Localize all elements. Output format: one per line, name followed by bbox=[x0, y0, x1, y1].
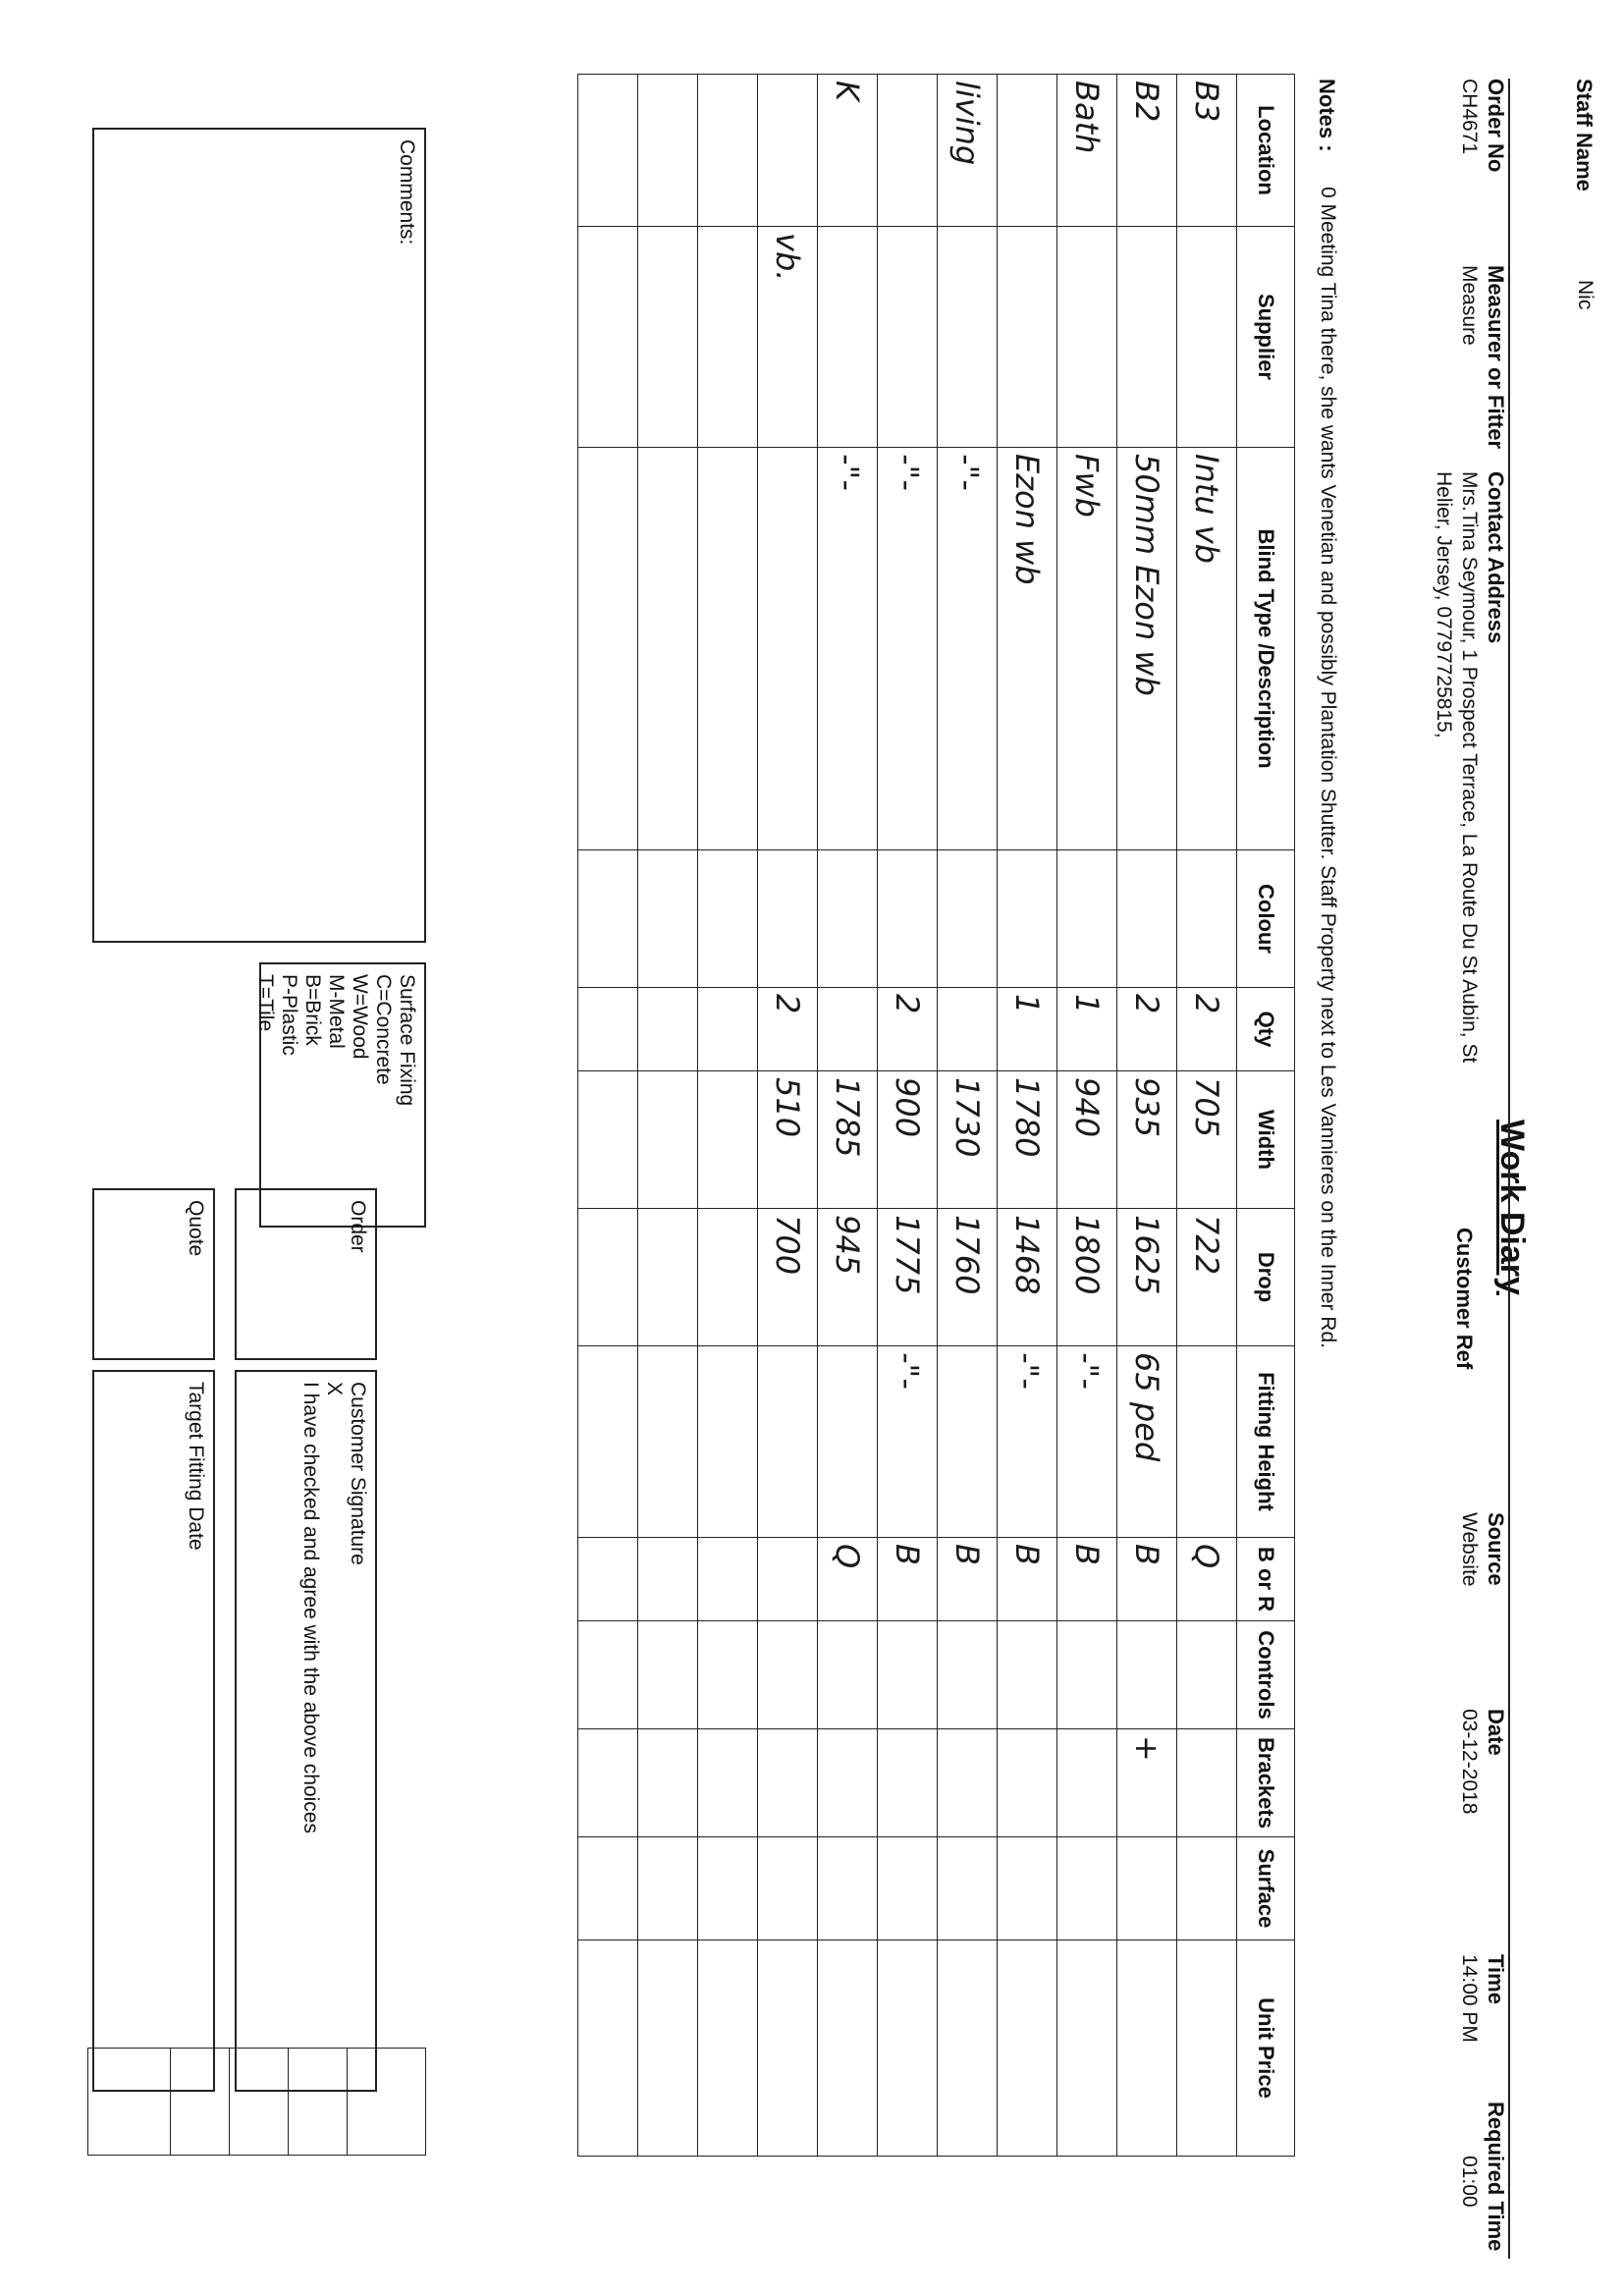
table-cell[interactable]: Intu vb bbox=[1177, 448, 1237, 850]
table-cell[interactable] bbox=[818, 1621, 878, 1729]
notes-text: 0 Meeting Tina there, she wants Venetian and possibly Plantation Shutter. Staff Property next to Les Vannieres on the Inner Rd. bbox=[1317, 187, 1339, 1348]
comments-label: Comments: bbox=[396, 139, 418, 246]
source-label: Source bbox=[1484, 1512, 1508, 1586]
table-cell[interactable]: living bbox=[938, 75, 998, 227]
table-cell[interactable] bbox=[818, 1837, 878, 1941]
surface-b: B=Brick bbox=[301, 974, 324, 1046]
table-cell[interactable] bbox=[578, 1941, 638, 2157]
col-drop: Drop bbox=[1237, 1209, 1295, 1346]
table-cell[interactable] bbox=[698, 1729, 758, 1837]
col-surface: Surface bbox=[1237, 1837, 1295, 1941]
table-cell[interactable]: 1 bbox=[998, 988, 1057, 1071]
staff-name-label: Staff Name bbox=[1572, 79, 1597, 191]
table-cell[interactable] bbox=[938, 227, 998, 448]
col-unit-price: Unit Price bbox=[1237, 1941, 1295, 2157]
required-time-value: 01:00 bbox=[1458, 2156, 1481, 2208]
table-cell[interactable] bbox=[638, 1621, 698, 1729]
table-cell[interactable]: Q bbox=[1177, 1538, 1237, 1621]
table-cell[interactable] bbox=[698, 1071, 758, 1209]
table-cell[interactable] bbox=[698, 850, 758, 988]
measurer-value: Measure bbox=[1458, 265, 1481, 346]
source-value: Website bbox=[1458, 1512, 1481, 1587]
table-row bbox=[878, 75, 938, 2157]
measurer-label: Measurer or Fitter bbox=[1484, 265, 1508, 450]
order-no-label: Order No bbox=[1484, 79, 1508, 173]
table-cell[interactable]: vb. bbox=[758, 227, 818, 448]
table-cell[interactable] bbox=[1177, 1621, 1237, 1729]
signature-label: Customer Signature bbox=[347, 1382, 369, 1565]
table-cell[interactable] bbox=[698, 227, 758, 448]
table-cell[interactable] bbox=[878, 1621, 938, 1729]
time-label: Time bbox=[1484, 1954, 1508, 2004]
quote-label: Quote bbox=[185, 1200, 207, 1257]
table-cell[interactable]: B bbox=[878, 1538, 938, 1621]
table-cell[interactable] bbox=[758, 1621, 818, 1729]
table-cell[interactable] bbox=[578, 1209, 638, 1346]
table-cell[interactable] bbox=[758, 1538, 818, 1621]
contact-line-1: Mrs.Tina Seymour, 1 Prospect Terrace, La Route Du St Aubin, St bbox=[1458, 471, 1481, 1064]
table-cell[interactable] bbox=[878, 1729, 938, 1837]
table-cell[interactable] bbox=[878, 1941, 938, 2157]
table-cell[interactable] bbox=[638, 1729, 698, 1837]
table-cell[interactable]: 2 bbox=[1177, 988, 1237, 1071]
table-cell[interactable] bbox=[698, 1621, 758, 1729]
table-cell[interactable] bbox=[758, 1729, 818, 1837]
table-cell[interactable] bbox=[638, 1209, 698, 1346]
col-brackets: Brackets bbox=[1237, 1729, 1295, 1837]
table-cell[interactable] bbox=[998, 1837, 1057, 1941]
surface-fixing-list bbox=[247, 964, 395, 1226]
table-cell[interactable] bbox=[818, 1941, 878, 2157]
table-cell[interactable] bbox=[818, 227, 878, 448]
table-cell[interactable] bbox=[998, 1621, 1057, 1729]
table-cell[interactable]: Bath bbox=[1057, 75, 1117, 227]
table-cell[interactable] bbox=[1057, 1837, 1117, 1941]
col-qty: Qty bbox=[1237, 988, 1295, 1071]
target-fitting-box[interactable] bbox=[92, 1370, 215, 2092]
table-header-row bbox=[1237, 75, 1295, 2157]
table-cell[interactable] bbox=[638, 1837, 698, 1941]
table-cell[interactable] bbox=[1177, 1346, 1237, 1538]
table-cell[interactable]: 2 bbox=[878, 988, 938, 1071]
time-value: 14:00 PM bbox=[1458, 1954, 1481, 2043]
table-cell[interactable]: -"- bbox=[998, 1346, 1057, 1538]
table-cell[interactable] bbox=[638, 1538, 698, 1621]
table-cell[interactable] bbox=[698, 1837, 758, 1941]
table-cell[interactable] bbox=[818, 1346, 878, 1538]
surface-m: M-Metal bbox=[325, 974, 348, 1049]
surface-w: W=Wood bbox=[349, 974, 371, 1060]
quote-box[interactable] bbox=[92, 1188, 215, 1360]
table-cell[interactable] bbox=[878, 850, 938, 988]
table-cell[interactable]: 900 bbox=[878, 1071, 938, 1209]
table-cell[interactable] bbox=[1177, 1729, 1237, 1837]
table-cell[interactable] bbox=[1117, 227, 1177, 448]
table-cell[interactable]: 705 bbox=[1177, 1071, 1237, 1209]
table-cell[interactable]: 1760 bbox=[938, 1209, 998, 1346]
table-cell[interactable] bbox=[818, 1729, 878, 1837]
customer-signature-box[interactable] bbox=[235, 1370, 377, 2092]
table-cell[interactable] bbox=[1177, 1837, 1237, 1941]
table-cell[interactable]: -"- bbox=[878, 448, 938, 850]
col-b-or-r: B or R bbox=[1237, 1538, 1295, 1621]
signature-agree-text: I have checked and agree with the above choices bbox=[299, 1382, 322, 1833]
table-cell[interactable] bbox=[578, 448, 638, 850]
table-cell[interactable] bbox=[698, 448, 758, 850]
table-cell[interactable]: 510 bbox=[758, 1071, 818, 1209]
table-cell[interactable] bbox=[638, 448, 698, 850]
table-cell[interactable] bbox=[878, 75, 938, 227]
col-location: Location bbox=[1237, 75, 1295, 227]
table-cell[interactable] bbox=[1177, 227, 1237, 448]
table-cell[interactable] bbox=[638, 988, 698, 1071]
work-diary-table bbox=[577, 74, 1295, 2157]
table-cell[interactable] bbox=[998, 1729, 1057, 1837]
table-cell[interactable] bbox=[758, 1941, 818, 2157]
surface-fixing-label: Surface Fixing bbox=[396, 974, 418, 1107]
surface-p: P-Plastic bbox=[278, 974, 300, 1056]
notes-label: Notes : bbox=[1315, 79, 1339, 152]
date-label: Date bbox=[1484, 1709, 1508, 1756]
table-cell[interactable]: 1775 bbox=[878, 1209, 938, 1346]
table-cell[interactable] bbox=[938, 850, 998, 988]
table-cell[interactable]: 2 bbox=[1117, 988, 1177, 1071]
price-rule-4 bbox=[170, 2048, 171, 2156]
table-row bbox=[998, 75, 1057, 2157]
date-value: 03-12-2018 bbox=[1458, 1709, 1481, 1815]
table-cell[interactable]: -"- bbox=[938, 448, 998, 850]
table-cell[interactable] bbox=[698, 1346, 758, 1538]
order-no-value: CH4671 bbox=[1458, 79, 1481, 155]
table-cell[interactable] bbox=[758, 448, 818, 850]
table-cell[interactable] bbox=[1177, 850, 1237, 988]
table-cell[interactable] bbox=[578, 75, 638, 227]
table-cell[interactable]: 1 bbox=[1057, 988, 1117, 1071]
table-cell[interactable] bbox=[1057, 1621, 1117, 1729]
table-cell[interactable]: 1730 bbox=[938, 1071, 998, 1209]
table-cell[interactable]: B2 bbox=[1117, 75, 1177, 227]
table-cell[interactable] bbox=[1117, 850, 1177, 988]
table-cell[interactable] bbox=[998, 1941, 1057, 2157]
surface-t: T=Tile bbox=[254, 974, 277, 1032]
table-cell[interactable]: K bbox=[818, 75, 878, 227]
table-cell[interactable] bbox=[758, 75, 818, 227]
table-cell[interactable]: 1468 bbox=[998, 1209, 1057, 1346]
table-cell[interactable] bbox=[1057, 850, 1117, 988]
table-row bbox=[818, 75, 878, 2157]
table-cell[interactable] bbox=[1117, 1941, 1177, 2157]
order-label: Order bbox=[347, 1200, 369, 1253]
table-cell[interactable] bbox=[578, 1538, 638, 1621]
price-rule-1 bbox=[347, 2048, 348, 2156]
order-box[interactable] bbox=[235, 1188, 377, 1360]
table-cell[interactable] bbox=[1057, 1941, 1117, 2157]
table-cell[interactable] bbox=[938, 1837, 998, 1941]
price-rule-2 bbox=[288, 2048, 289, 2156]
table-cell[interactable] bbox=[758, 1346, 818, 1538]
table-cell[interactable]: -"- bbox=[878, 1346, 938, 1538]
table-cell[interactable] bbox=[878, 227, 938, 448]
contact-label: Contact Address bbox=[1484, 471, 1508, 644]
page-title: Work Diary bbox=[1493, 1120, 1531, 1295]
table-cell[interactable] bbox=[638, 1941, 698, 2157]
table-row bbox=[938, 75, 998, 2157]
table-cell[interactable] bbox=[998, 850, 1057, 988]
table-cell[interactable] bbox=[698, 75, 758, 227]
table-cell[interactable] bbox=[938, 1941, 998, 2157]
table-cell[interactable]: Q bbox=[818, 1538, 878, 1621]
table-cell[interactable] bbox=[578, 227, 638, 448]
table-row bbox=[638, 75, 698, 2157]
table-cell[interactable]: 1780 bbox=[998, 1071, 1057, 1209]
col-supplier: Supplier bbox=[1237, 227, 1295, 448]
table-cell[interactable] bbox=[578, 1729, 638, 1837]
table-cell[interactable] bbox=[998, 75, 1057, 227]
table-cell[interactable] bbox=[638, 75, 698, 227]
table-cell[interactable] bbox=[998, 227, 1057, 448]
table-row bbox=[578, 75, 638, 2157]
table-cell[interactable]: -"- bbox=[1057, 1346, 1117, 1538]
table-cell[interactable]: 1785 bbox=[818, 1071, 878, 1209]
col-colour: Colour bbox=[1237, 850, 1295, 988]
table-cell[interactable]: 65 ped bbox=[1117, 1346, 1177, 1538]
table-row bbox=[698, 75, 758, 2157]
comments-box[interactable] bbox=[92, 128, 426, 943]
table-cell[interactable]: 940 bbox=[1057, 1071, 1117, 1209]
table-cell[interactable] bbox=[698, 1209, 758, 1346]
table-cell[interactable]: 50mm Ezon wb bbox=[1117, 448, 1177, 850]
table-cell[interactable] bbox=[1057, 227, 1117, 448]
col-width: Width bbox=[1237, 1071, 1295, 1209]
table-cell[interactable] bbox=[578, 1837, 638, 1941]
table-cell[interactable] bbox=[938, 988, 998, 1071]
target-fitting-label: Target Fitting Date bbox=[185, 1382, 207, 1551]
price-total-box bbox=[87, 2048, 426, 2156]
table-cell[interactable] bbox=[938, 1729, 998, 1837]
table-cell[interactable]: B3 bbox=[1177, 75, 1237, 227]
table-cell[interactable] bbox=[578, 1621, 638, 1729]
table-cell[interactable]: 1625 bbox=[1117, 1209, 1177, 1346]
price-rule-3 bbox=[229, 2048, 230, 2156]
table-cell[interactable] bbox=[698, 1538, 758, 1621]
table-cell[interactable]: B bbox=[938, 1538, 998, 1621]
customer-ref-label: Customer Ref bbox=[1452, 1228, 1477, 1370]
contact-line-2: Helier, Jersey, 07797725815, bbox=[1433, 471, 1455, 738]
table-cell[interactable] bbox=[878, 1837, 938, 1941]
header-rule bbox=[1508, 79, 1510, 2259]
table-cell[interactable] bbox=[818, 988, 878, 1071]
col-fitting-height: Fitting Height bbox=[1237, 1346, 1295, 1538]
table-cell[interactable] bbox=[1177, 1941, 1237, 2157]
table-cell[interactable]: 1800 bbox=[1057, 1209, 1117, 1346]
col-controls: Controls bbox=[1237, 1621, 1295, 1729]
table-cell[interactable] bbox=[1117, 1621, 1177, 1729]
table-cell[interactable]: 945 bbox=[818, 1209, 878, 1346]
signature-x: X bbox=[323, 1382, 346, 1396]
table-cell[interactable]: 722 bbox=[1177, 1209, 1237, 1346]
table-cell[interactable]: 935 bbox=[1117, 1071, 1177, 1209]
table-cell[interactable]: -"- bbox=[818, 448, 878, 850]
table-cell[interactable] bbox=[1057, 1729, 1117, 1837]
table-cell[interactable] bbox=[938, 1346, 998, 1538]
table-cell[interactable]: 700 bbox=[758, 1209, 818, 1346]
table-body bbox=[578, 75, 1237, 2157]
staff-name-value: Nic bbox=[1574, 280, 1597, 310]
required-time-label: Required Time bbox=[1484, 2102, 1508, 2252]
table-cell[interactable] bbox=[638, 227, 698, 448]
table-cell[interactable]: 2 bbox=[758, 988, 818, 1071]
table-row bbox=[1117, 75, 1177, 2157]
table-cell[interactable]: B bbox=[998, 1538, 1057, 1621]
table-cell[interactable]: + bbox=[1117, 1729, 1177, 1837]
table-cell[interactable]: Ezon wb bbox=[998, 448, 1057, 850]
table-cell[interactable] bbox=[638, 1071, 698, 1209]
table-cell[interactable] bbox=[698, 988, 758, 1071]
table-cell[interactable] bbox=[758, 850, 818, 988]
table-cell[interactable] bbox=[578, 850, 638, 988]
table-cell[interactable]: Fwb bbox=[1057, 448, 1117, 850]
table-cell[interactable] bbox=[758, 1837, 818, 1941]
table-row bbox=[1057, 75, 1117, 2157]
table-cell[interactable] bbox=[698, 1941, 758, 2157]
table-cell[interactable] bbox=[1117, 1837, 1177, 1941]
table-cell[interactable] bbox=[638, 850, 698, 988]
surface-c: C=Concrete bbox=[372, 974, 395, 1085]
col-blind-type: Blind Type /Description bbox=[1237, 448, 1295, 850]
table-cell[interactable] bbox=[578, 1071, 638, 1209]
table-cell[interactable]: B bbox=[1117, 1538, 1177, 1621]
table-row bbox=[1177, 75, 1237, 2157]
table-cell[interactable] bbox=[578, 988, 638, 1071]
table-cell[interactable] bbox=[818, 850, 878, 988]
table-cell[interactable]: B bbox=[1057, 1538, 1117, 1621]
table-cell[interactable] bbox=[578, 1346, 638, 1538]
table-cell[interactable] bbox=[638, 1346, 698, 1538]
table-row bbox=[758, 75, 818, 2157]
table-cell[interactable] bbox=[938, 1621, 998, 1729]
